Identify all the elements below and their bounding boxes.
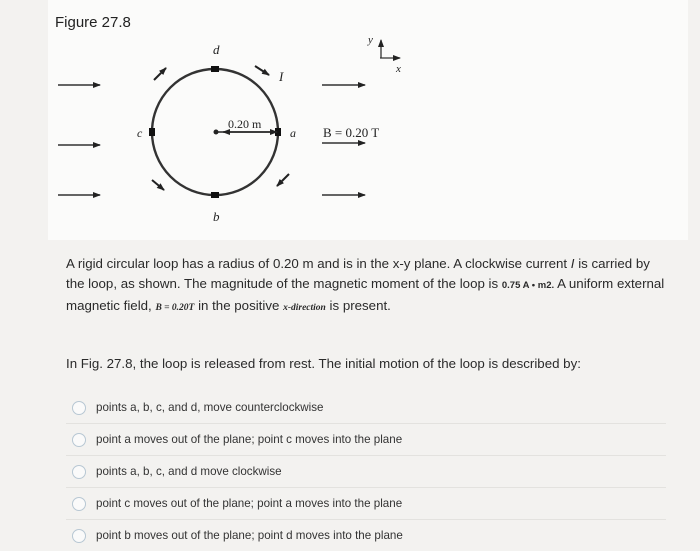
current-symbol: I (570, 256, 575, 271)
radio-button[interactable] (72, 497, 86, 511)
label-current: I (279, 69, 284, 84)
label-b: b (213, 209, 220, 224)
field-arrows-right (322, 85, 365, 195)
field-expression: B = 0.20T (155, 303, 195, 313)
point-c-marker (149, 128, 155, 136)
radio-button[interactable] (72, 465, 86, 479)
label-d: d (213, 42, 220, 57)
radio-button[interactable] (72, 433, 86, 447)
option-2[interactable] (66, 423, 666, 455)
radio-button[interactable] (72, 529, 86, 543)
point-b-marker (211, 192, 219, 198)
label-radius: 0.20 m (228, 117, 262, 131)
option-label: point c moves out of the plane; point a moves into the plane (96, 497, 403, 510)
label-a: a (290, 126, 296, 140)
option-label: point b moves out of the plane; point d moves into the plane (96, 529, 403, 542)
figure-diagram (48, 20, 468, 230)
moment-value: 0.75 A • m2. (501, 280, 555, 291)
label-c: c (137, 126, 143, 140)
axis-y-label: y (368, 34, 373, 46)
option-3[interactable] (66, 455, 666, 487)
option-label: point a moves out of the plane; point c moves into the plane (96, 433, 403, 446)
figure-title: Figure 27.8 (55, 14, 131, 31)
axes-indicator (367, 34, 401, 75)
option-label: points a, b, c, and d, move counterclockwise (96, 401, 324, 414)
loop-center (214, 130, 219, 135)
field-arrows-left (58, 85, 100, 195)
option-5[interactable] (66, 519, 666, 551)
option-1[interactable] (66, 392, 666, 423)
point-d-marker (211, 66, 219, 72)
problem-statement: A rigid circular loop has a radius of 0.20 m and is in the x-y plane. A clockwise current I is carried by the loop, as shown. The magnitude of the magnetic moment of the loop is 0.75 A • m2. A uniform external magnetic field, B = 0.20T in the positive x-direction is present. (66, 256, 665, 313)
option-4[interactable] (66, 487, 666, 519)
answer-options (66, 392, 666, 551)
axis-x-label: x (396, 63, 401, 75)
radio-button[interactable] (72, 401, 86, 415)
label-field: B = 0.20 T (323, 125, 380, 140)
option-label: points a, b, c, and d move clockwise (96, 465, 282, 478)
question-text: In Fig. 27.8, the loop is released from rest. The initial motion of the loop is described by: (66, 356, 581, 371)
field-direction: x-direction (283, 303, 326, 313)
